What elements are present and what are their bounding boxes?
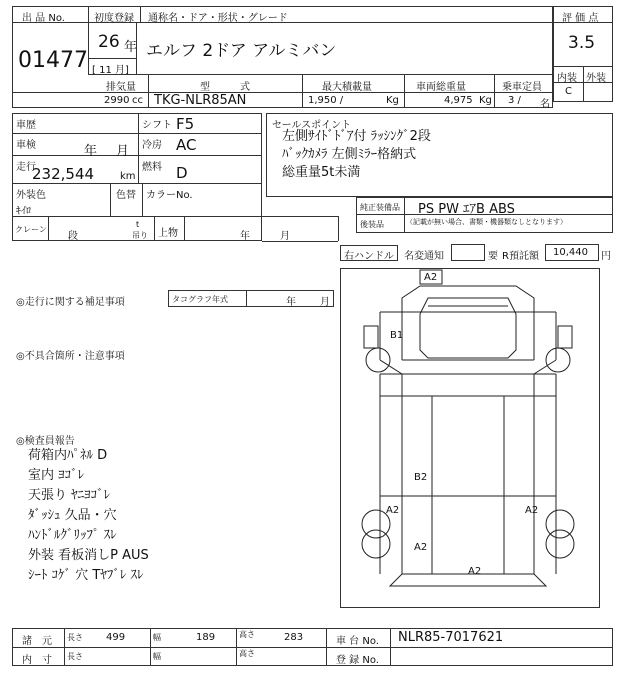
damage-mark: B2	[414, 472, 428, 483]
defects-label: ◎不具合箇所・注意事項	[16, 351, 125, 362]
mileage-label: 走行	[16, 162, 36, 173]
score-label: 評 価 点	[562, 13, 599, 24]
model-label: 通称名・ドア・形状・グレード	[148, 13, 288, 24]
inside-dimensions-label: 内 寸	[22, 655, 52, 666]
sales-point-list	[282, 128, 431, 182]
inspection-month-unit: 月	[116, 144, 130, 159]
length: 499	[106, 632, 126, 643]
genuine-equipment: PS PW ｴｱB ABS	[418, 202, 515, 217]
aftermarket-note: （記載が無い場合、書類・機器類なしとなります）	[406, 218, 567, 226]
damage-mark: A2	[424, 272, 438, 283]
damage-mark: A2	[386, 505, 400, 516]
exterior-color: ｷｲﾛ	[16, 206, 31, 217]
inspector-report-line: ｼｰﾄ ｺｹﾞ 穴 Tﾔﾌﾞﾚ ｽﾚ	[28, 568, 144, 583]
sales-point-line: 総重量5t未満	[282, 165, 361, 180]
shift-label: シフト	[142, 120, 172, 131]
mileage-unit: km	[120, 171, 136, 182]
inside-width-label: 幅	[153, 652, 161, 661]
shift: F5	[176, 115, 195, 133]
gross-weight: 4,975	[444, 95, 473, 106]
inspector-report-line: 室内 ﾖｺﾞﾚ	[28, 468, 85, 483]
registration-year-unit: 年	[124, 40, 138, 55]
interior-grade: C	[565, 86, 572, 97]
steering-position: 右ハンドル	[344, 251, 394, 262]
gross-weight-unit: Kg	[479, 95, 492, 106]
exterior-grade-label: 外装	[586, 73, 606, 84]
inspector-report-line: ﾀﾞｯｼｭ 久品・穴	[28, 508, 117, 523]
inspection-year-unit: 年	[84, 144, 98, 159]
sales-point-line: 左側ｻｲﾄﾞﾄﾞｱ付 ﾗｯｼﾝｸﾞ2段	[282, 129, 431, 144]
registration-number-label: 登 録 No.	[336, 655, 379, 666]
exterior-color-label: 外装色	[16, 190, 46, 201]
crane-label: クレーン	[15, 225, 47, 234]
inspector-report-line: 荷箱内ﾊﾟﾈﾙ D	[28, 448, 108, 463]
overall-score: 3.5	[568, 33, 596, 53]
recycle-prefix: 要	[488, 251, 498, 262]
height-label: 高さ	[239, 630, 255, 639]
length-label: 長さ	[67, 633, 83, 642]
type-label: 型 式	[200, 82, 250, 93]
model-type: TKG-NLR85AN	[154, 93, 247, 108]
aftermarket-label: 後装品	[360, 220, 384, 229]
fuel: D	[176, 164, 188, 182]
inspector-report-line: 外装 看板消しP AUS	[28, 548, 149, 563]
inspector-report-line: 天張り ﾔﾆﾖｺﾞﾚ	[28, 488, 111, 503]
crane-hoist-unit: 吊り	[132, 231, 148, 240]
name-change-box	[451, 244, 485, 261]
dimensions-label: 諸 元	[22, 636, 52, 647]
car-name: エルフ 2ドア アルミバン	[146, 41, 337, 61]
displacement: 2990	[104, 95, 130, 106]
damage-mark: B1	[390, 330, 404, 341]
max-load-label: 最大積載量	[322, 82, 372, 93]
chassis-label: 車 台 No.	[336, 636, 379, 647]
mileage: 232,544	[32, 165, 95, 183]
inspection-label: 車検	[16, 140, 36, 151]
recycle-unit: 円	[601, 251, 611, 262]
genuine-equipment-label: 純正装備品	[360, 203, 400, 212]
capacity-label: 乗車定員	[502, 82, 542, 93]
color-change-label: 色替	[116, 190, 136, 201]
sales-point-label: セールスポイント	[272, 120, 352, 131]
lot-number: 01477	[18, 48, 88, 73]
color-number-label: カラーNo.	[146, 190, 193, 201]
upper-year-unit: 年	[240, 231, 250, 242]
interior-grade-label: 内装	[557, 73, 577, 84]
crane-ton-unit: t	[136, 220, 140, 229]
upper-body-label: 上物	[158, 228, 178, 239]
first-registration-label: 初度登録	[94, 13, 134, 24]
sales-point-line: ﾊﾞｯｸｶﾒﾗ 左側ﾐﾗｰ格納式	[282, 147, 417, 162]
driving-notes-label: ◎走行に関する補足事項	[16, 297, 125, 308]
truck-diagram	[340, 268, 600, 608]
damage-mark: A2	[468, 566, 482, 577]
damage-mark: A2	[525, 505, 539, 516]
chassis-number: NLR85-7017621	[398, 630, 504, 645]
max-load-unit: Kg	[386, 95, 399, 106]
tachograph-month-unit: 月	[320, 297, 330, 308]
upper-month-unit: 月	[280, 231, 290, 242]
displacement-label: 排気量	[106, 82, 136, 93]
inside-length-label: 長さ	[67, 652, 83, 661]
inspector-report-list	[28, 446, 149, 586]
width: 189	[196, 632, 216, 643]
registration-month: [ 11 月]	[92, 65, 129, 76]
inside-height-label: 高さ	[239, 649, 255, 658]
inspector-report-line: ﾊﾝﾄﾞﾙｸﾞﾘｯﾌﾟ ｽﾚ	[28, 528, 117, 543]
cooler-label: 冷房	[142, 140, 162, 151]
inspector-report-label: ◎検査員報告	[16, 436, 75, 447]
recycle-label: R預託額	[502, 251, 539, 262]
displacement-unit: cc	[132, 95, 143, 106]
damage-mark: A2	[414, 542, 428, 553]
max-load: 1,950 /	[308, 95, 344, 106]
width-label: 幅	[153, 633, 161, 642]
lot-no-label: 出 品 No.	[22, 13, 65, 24]
capacity-unit: 名	[540, 99, 550, 110]
recycle-amount: 10,440	[553, 247, 588, 258]
name-change-label: 名変通知	[404, 251, 444, 262]
tachograph-year-unit: 年	[286, 297, 296, 308]
capacity: 3 /	[508, 95, 521, 106]
gross-weight-label: 車両総重量	[416, 82, 466, 93]
registration-year: 26	[98, 32, 120, 52]
height: 283	[284, 632, 304, 643]
cooler: AC	[176, 136, 197, 154]
fuel-label: 燃料	[142, 162, 162, 173]
crane-stage-unit: 段	[68, 231, 78, 242]
history-label: 車歴	[16, 120, 36, 131]
tachograph-label: タコグラフ年式	[172, 295, 228, 304]
